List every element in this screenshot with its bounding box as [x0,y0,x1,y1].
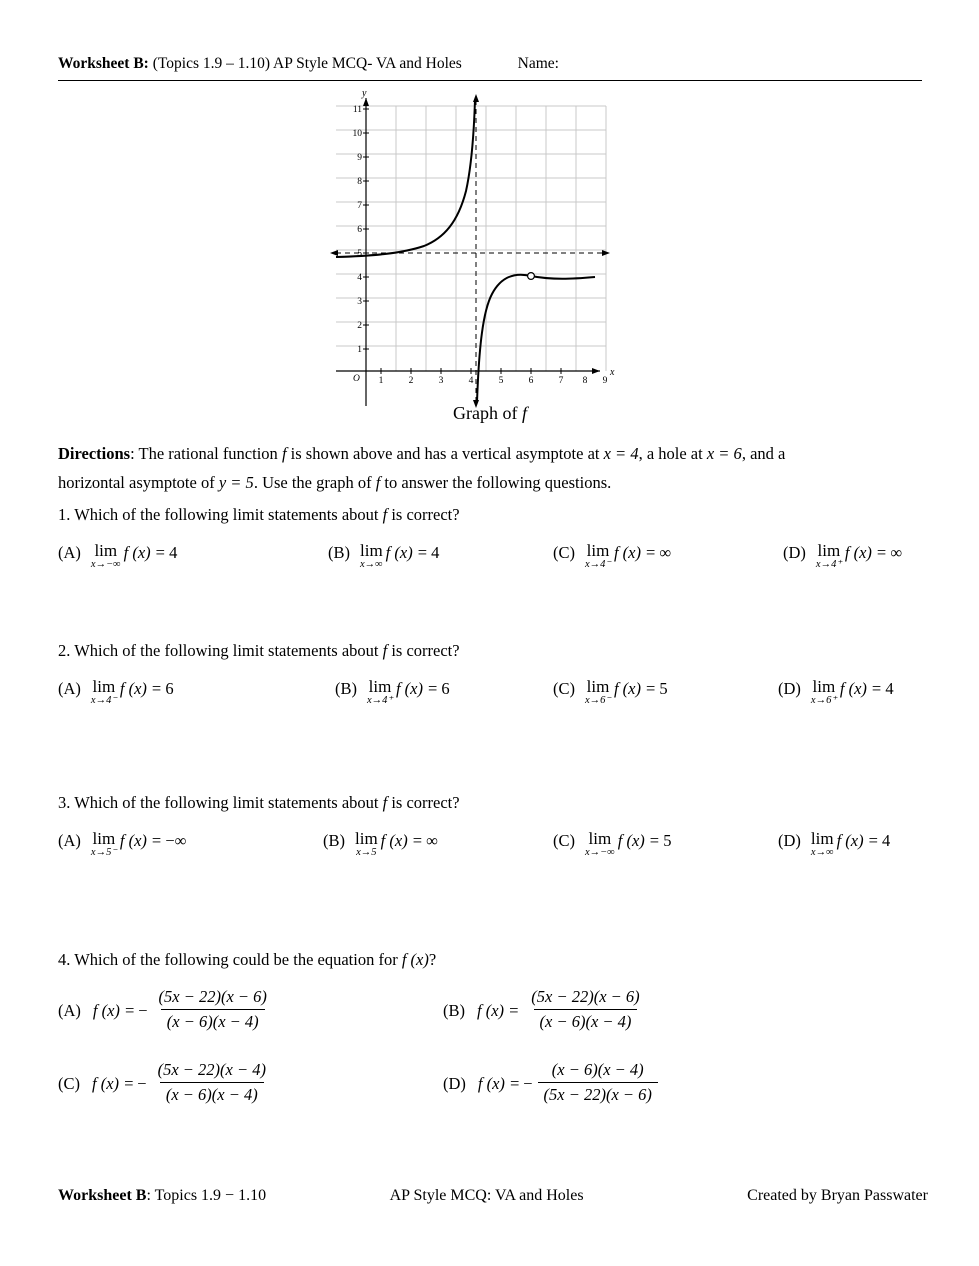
function-notation: f (x) [119,679,147,699]
choice-label: (B) [443,1000,465,1020]
svg-text:10: 10 [352,129,362,139]
limit-operator: lim x→5 [355,829,378,858]
curve-right-branch [477,275,595,402]
directions-text-3: , a hole at [638,444,703,463]
graph-caption [300,403,680,424]
choice-label: (D) [783,543,806,563]
choice-sign: − [137,1073,147,1093]
x-axis-label: x [610,367,615,378]
svg-text:11: 11 [352,105,362,115]
question-4-prompt-b: ? [428,950,437,969]
choice-label: (A) [58,543,81,563]
directions-text-5: horizontal asymptote of [58,472,215,492]
question-2-prompt-a: Which of the following limit statements about [74,641,379,660]
limit-subscript: x→4⁺ [367,695,393,706]
limit-subscript: x→4⁻ [585,559,611,570]
choice-lhs: f (x) = [477,1073,521,1093]
limit-operator: lim x→6⁻ [585,677,611,706]
choice-value: = ∞ [645,543,672,563]
choice-value: = 4 [417,543,440,563]
function-notation: f (x) [385,543,413,563]
choice-lhs: f (x) = [92,1000,136,1020]
directions-hole: x = 6 [706,444,742,463]
directions-fn: f [281,444,287,463]
svg-text:2: 2 [408,376,414,386]
question-3-prompt-b: is correct? [391,793,460,812]
limit-operator: lim x→4⁺ [367,677,393,706]
footer-left-bold: Worksheet B [58,1187,147,1204]
question-3-prompt-a: Which of the following limit statements about [74,793,379,812]
limit-subscript: x→6⁻ [585,695,611,706]
directions-fn2: f [375,472,381,492]
choice-label: (D) [443,1073,466,1093]
page-header [58,55,922,81]
page-footer [58,1187,928,1205]
fraction-denominator: (x − 6)(x − 4) [161,1009,265,1032]
question-1-number: 1. [58,505,71,524]
fraction [152,1060,272,1105]
limit-operator: lim x→∞ [810,829,834,858]
fraction [153,987,273,1032]
question-1-choices [58,539,922,568]
question-3-number: 3. [58,793,71,812]
choice-label: (B) [328,543,350,563]
question-2-prompt-fn: f [382,641,388,660]
directions-text-2: is shown above and has a vertical asymptote at [290,444,600,463]
question-4-prompt-a: Which of the following could be the equation for [74,950,398,969]
svg-text:2: 2 [357,321,362,331]
question-1-choice-c[interactable] [553,539,783,568]
limit-operator: lim x→−∞ [90,541,121,570]
choice-sign: − [138,1000,148,1020]
directions-label: Directions [58,444,131,463]
question-1-choice-a[interactable] [58,539,328,568]
choice-label: (B) [335,679,357,699]
limit-subscript: x→∞ [810,847,834,858]
choice-label: (C) [553,831,575,851]
function-graph [300,86,680,431]
hole-point [528,273,535,280]
header-name-label: Name: [517,55,559,72]
svg-text:9: 9 [602,376,608,386]
limit-subscript: x→4⁻ [90,695,117,706]
svg-text:3: 3 [438,376,444,386]
footer-left-rest: : Topics 1.9 − 1.10 [146,1187,267,1204]
fraction-denominator: (x − 6)(x − 4) [534,1009,638,1032]
choice-lhs: f (x) = [92,1073,135,1093]
y-tick-labels [353,105,363,355]
function-notation: f (x) [613,679,641,699]
choice-value: = 6 [151,679,174,699]
limit-operator: lim x→∞ [360,541,383,570]
choice-label: (C) [58,1073,80,1093]
limit-subscript: x→5⁻ [90,847,117,858]
choice-value: = −∞ [151,831,187,851]
choice-sign: − [523,1073,533,1093]
choice-value: = 4 [155,543,178,563]
limit-subscript: x→−∞ [90,559,121,570]
choice-value: = 4 [868,831,891,851]
directions-block [58,440,922,498]
directions-text-7: to answer the following questions. [384,472,612,492]
function-notation: f (x) [119,831,147,851]
question-4-choice-c[interactable] [58,1061,443,1106]
fraction [525,987,645,1032]
svg-text:9: 9 [357,153,362,163]
function-notation: f (x) [839,679,867,699]
question-1-prompt-b: is correct? [391,505,460,524]
question-3-prompt [58,793,938,813]
grid-lines [336,106,606,371]
question-1-prompt [58,505,938,525]
limit-operator: lim x→4⁻ [90,677,117,706]
question-1-prompt-a: Which of the following limit statements about [74,505,379,524]
fraction-denominator: (5x − 22)(x − 6) [538,1082,658,1105]
question-1-choice-b[interactable] [328,539,553,568]
header-title-bold: Worksheet B: [58,55,149,72]
question-4-prompt-fx: f (x) [401,950,429,969]
svg-text:5: 5 [498,376,504,386]
limit-operator: lim x→−∞ [585,829,615,858]
choice-label: (A) [58,831,81,851]
function-notation: f (x) [836,831,864,851]
svg-text:4: 4 [357,273,362,283]
question-1 [58,505,938,568]
svg-text:8: 8 [582,376,588,386]
choice-value: = ∞ [412,831,438,851]
question-4-number: 4. [58,950,71,969]
choice-label: (A) [58,679,81,699]
question-4-choice-b[interactable] [443,988,648,1033]
y-axis-arrow [363,98,369,106]
question-2-choice-a[interactable] [58,675,335,704]
graph-svg [300,86,680,431]
choice-label: (C) [553,543,575,563]
question-2 [58,641,938,704]
question-4-prompt [58,950,938,970]
svg-text:1: 1 [357,345,362,355]
vertical-asymptote [473,94,479,408]
y-axis-label: y [362,88,367,99]
limit-subscript: x→5 [356,847,377,858]
header-title-rest: (Topics 1.9 – 1.10) AP Style MCQ- VA and Holes [152,55,462,72]
limit-operator: lim x→4⁺ [815,541,842,570]
function-notation: f (x) [617,831,645,851]
svg-text:7: 7 [558,376,564,386]
directions-text-6: . Use the graph of [253,472,372,492]
directions-text-1: : The rational function [130,444,278,463]
svg-text:6: 6 [528,376,534,386]
limit-subscript: x→4⁺ [815,559,842,570]
question-2-choice-d[interactable] [778,675,894,704]
function-notation: f (x) [395,679,423,699]
svg-text:7: 7 [357,201,362,211]
question-3-choice-c[interactable] [553,827,778,856]
fraction-numerator: (5x − 22)(x − 6) [531,987,640,1006]
question-4 [58,950,938,1106]
question-3-choice-b[interactable] [323,827,553,856]
footer-right: Created by Bryan Passwater [747,1187,928,1204]
svg-text:6: 6 [357,225,362,235]
limit-operator: lim x→6⁺ [810,677,837,706]
fraction-numerator: (5x − 22)(x − 4) [157,1060,266,1079]
function-notation: f (x) [380,831,408,851]
choice-value: = 5 [645,679,668,699]
footer-middle: AP Style MCQ: VA and Holes [389,1187,584,1204]
choice-lhs: f (x) = [477,1000,520,1020]
svg-text:8: 8 [357,177,362,187]
question-2-choices [58,675,922,704]
question-2-prompt [58,641,938,661]
function-notation: f (x) [613,543,641,563]
svg-text:1: 1 [378,376,384,386]
question-3-prompt-fn: f [382,793,388,812]
choice-label: (C) [553,679,575,699]
graph-caption-fn: f [521,403,527,423]
choice-label: (B) [323,831,345,851]
directions-ha: y = 5 [218,472,254,492]
choice-label: (D) [778,679,801,699]
svg-text:3: 3 [357,297,362,307]
fraction-numerator: (5x − 22)(x − 6) [158,987,267,1006]
directions-va: x = 4 [603,444,639,463]
question-3-choice-d[interactable] [778,827,890,856]
choice-label: (A) [58,1000,81,1020]
function-notation: f (x) [844,543,872,563]
x-axis-arrow [592,368,600,374]
question-3-choices [58,827,922,856]
question-2-number: 2. [58,641,71,660]
question-2-choice-b[interactable] [335,675,553,704]
question-3-choice-a[interactable] [58,827,323,856]
limit-subscript: x→∞ [360,559,383,570]
fraction [538,1060,658,1105]
question-2-prompt-b: is correct? [391,641,460,660]
choice-value: = 6 [427,679,450,699]
limit-subscript: x→6⁺ [810,695,837,706]
svg-text:5: 5 [357,249,362,259]
origin-label: O [353,374,360,384]
question-2-choice-c[interactable] [553,675,778,704]
choice-value: = 5 [649,831,672,851]
limit-subscript: x→−∞ [585,847,615,858]
limit-operator: lim x→4⁻ [585,541,611,570]
axes [336,98,600,406]
limit-operator: lim x→5⁻ [90,829,117,858]
graph-caption-prefix: Graph of [453,403,518,423]
question-4-choice-d[interactable] [443,1061,660,1106]
x-tick-labels [379,376,608,386]
choice-value: = 4 [871,679,894,699]
question-1-choice-d[interactable] [783,539,902,568]
choice-label: (D) [778,831,801,851]
question-4-choice-a[interactable] [58,988,443,1033]
question-1-prompt-fn: f [382,505,388,524]
choice-value: = ∞ [876,543,903,563]
question-3 [58,793,938,856]
svg-text:4: 4 [468,376,474,386]
fraction-numerator: (x − 6)(x − 4) [551,1060,644,1079]
directions-text-4: , and a [741,444,786,463]
function-notation: f (x) [123,543,151,563]
fraction-denominator: (x − 6)(x − 4) [160,1082,264,1105]
footer-left [58,1187,266,1205]
